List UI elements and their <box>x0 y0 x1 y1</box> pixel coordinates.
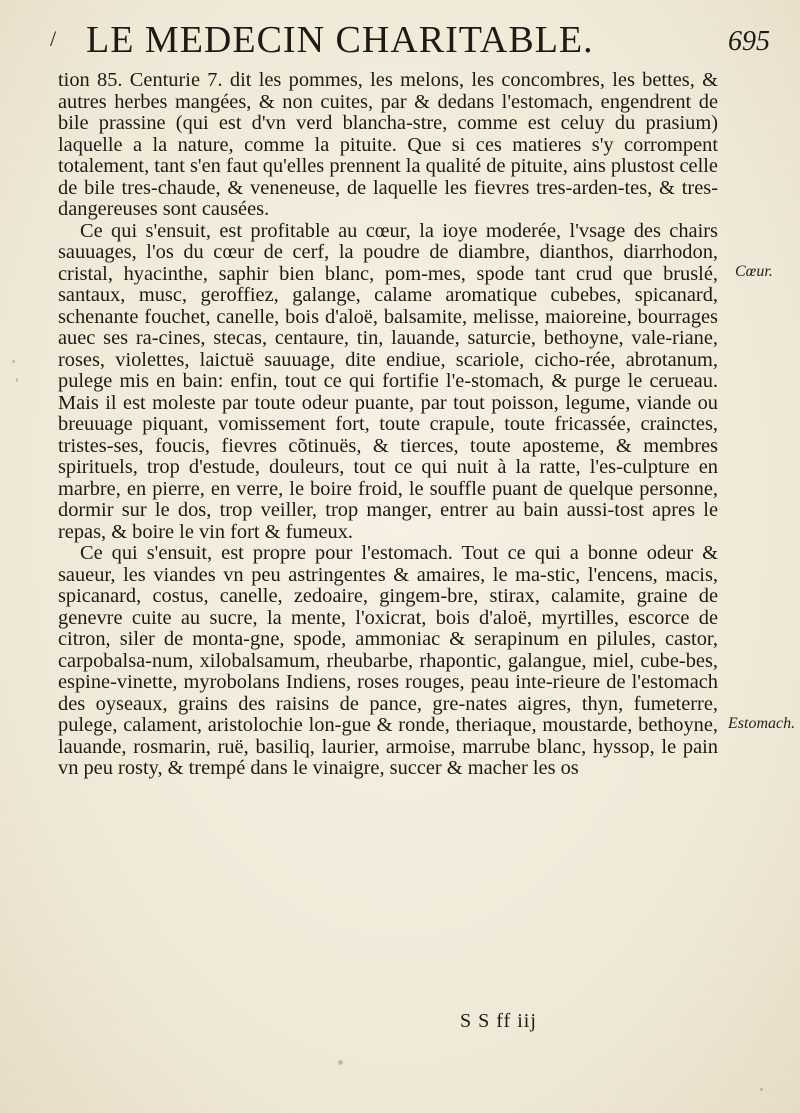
running-title: LE MEDECIN CHARITABLE. <box>86 19 594 61</box>
header-mark: / <box>50 26 57 51</box>
paragraph-3: Ce qui s'ensuit, est propre pour l'estomach. Tout ce qui a bonne odeur & saueur, les viandes vn peu astringentes & amaires, le ma-stic, l'encens, macis, spicanard, costus, canelle, zedoaire, gingem-bre, stirax, calamite, graine de genevre cuite au sucre, la mente, l'oxicrat, bois d'aloë, myrtilles, escorce de citron, siler de monta-gne, spode, ammoniac & serapinum en pilules, castor, carpobalsa-num, xilobalsamum, rheubarbe, rhapontic, galangue, miel, cube-bes, espine-vinette, myrobolans Indiens, roses rouges, peau inte-rieure de l'estomach des oyseaux, grains des raisins de pance, gre-nates aigres, thyn, fumeterre, pulege, calament, aristolochie lon-gue & ronde, theriaque, moustarde, bethoyne, lauande, rosmarin, ruë, basiliq, laurier, armoise, marrube blanc, hyssop, le pain vn peu rosty, & trempé dans le vinaigre, succer & macher les os <box>58 542 718 779</box>
paper-speck <box>12 360 15 363</box>
paper-speck <box>338 1060 343 1065</box>
margin-note-coeur: Cœur. <box>735 263 773 280</box>
paragraph-1: tion 85. Centurie 7. dit les pommes, les melons, les concombres, les bettes, & autres herbes mangées, & non cuites, par & dedans l'estomach, engendrent de bile prassine (qui est d'vn verd blancha-stre, comme est celuy du prasium) laquelle a la nature, comme la pituite. Que si ces matieres s'y corrompent totalement, tant s'en faut qu'elles prennent la qualité de pituite, ains plustost celle de bile tres-chaude, & veneneuse, de laquelle les fievres tres-arden-tes, & tres-dangereuses sont causées. <box>58 69 718 220</box>
paper-speck <box>760 1088 763 1091</box>
margin-note-estomach: Estomach. <box>728 715 796 732</box>
page-number: 695 <box>728 26 770 57</box>
body-text <box>58 70 718 780</box>
paper-speck <box>16 378 18 382</box>
running-header <box>50 18 770 66</box>
paragraph-2: Ce qui s'ensuit, est profitable au cœur, la ioye moderée, l'vsage des chairs sauuages, l'os du cœur de cerf, la poudre de diambre, dianthos, diarrhodon, cristal, hyacinthe, saphir bien blanc, pom-mes, spode tant crud que bruslé, santaux, musc, geroffiez, galange, calame aromatique cubebes, spicanard, schenante fouchet, canelle, bois d'aloë, balsamite, melisse, maioreine, bourrages auec ses ra-cines, stecas, centaure, tin, lauande, saturcie, bethoyne, vale-riane, roses, violettes, laictuë sauuage, dite endiue, scariole, cicho-rée, abrotanum, pulege mis en bain: enfin, tout ce qui fortifie l'e-stomach, & purge le cerueau. Mais il est moleste par toute odeur puante, par tout poisson, legume, viande ou breuuage piquant, vomissement fort, toute crapule, toute fricassée, crainctes, tristes-ses, foucis, fievres cõtinuës, & tierces, toute apostemе, & membres spirituels, trop d'estude, douleurs, tout ce qui nuit à la ratte, l'es-culpture en marbre, en pierre, en verre, le boire froid, le souffle puant de quelque personne, dormir sur le dos, trop veiller, trop manger, entrer au bain aussi-tost apres le repas, & boire le vin fort & fumeux. <box>58 219 718 543</box>
signature-mark: S S ff iij <box>460 1010 537 1032</box>
